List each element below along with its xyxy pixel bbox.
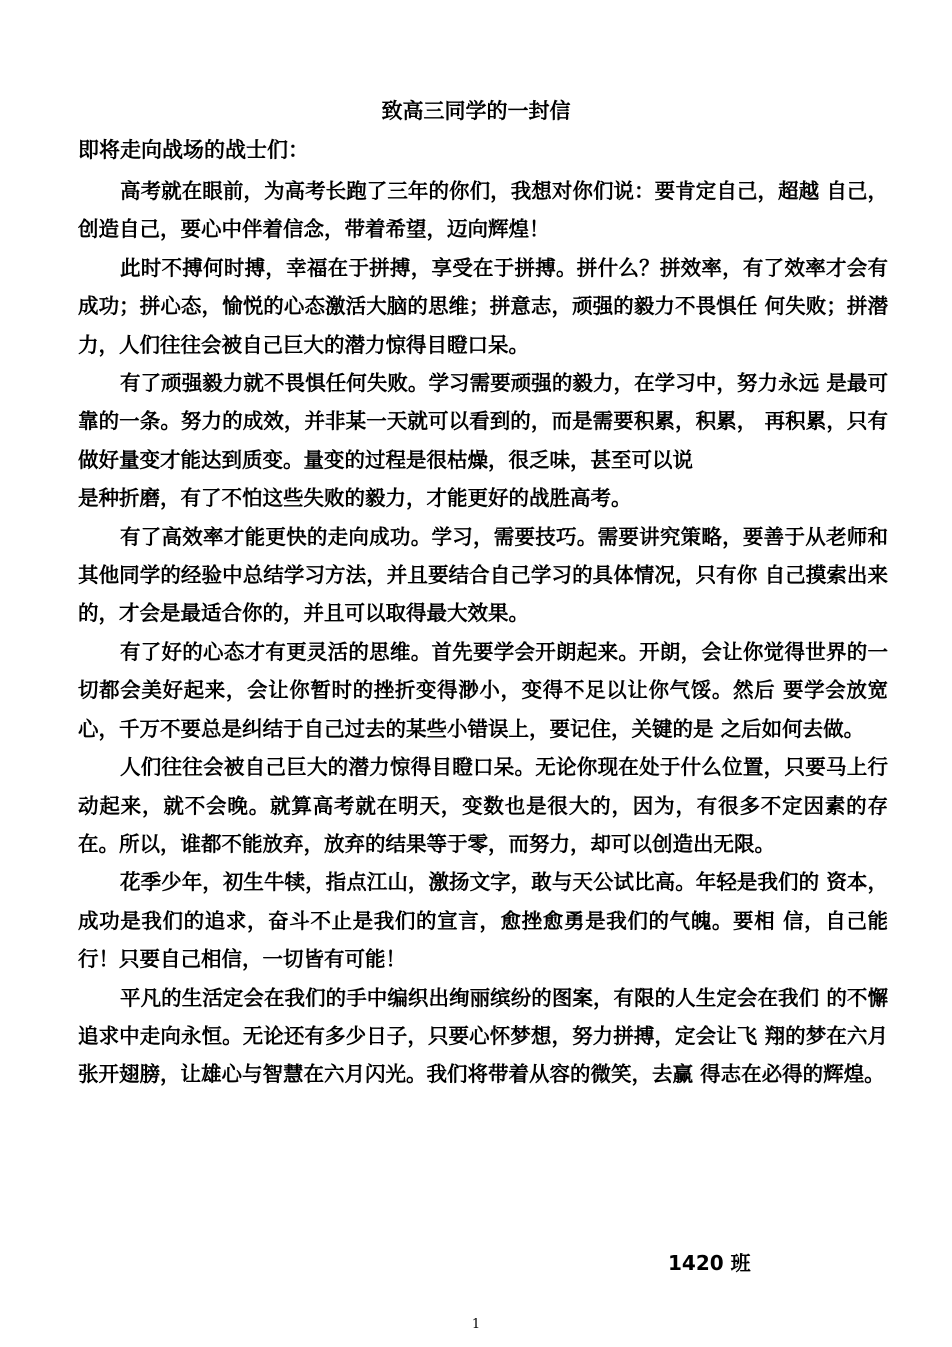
signature-class: 1420 班 xyxy=(668,1251,751,1275)
paragraph-3: 有了顽强毅力就不畏惧任何失败。学习需要顽强的毅力，在学习中，努力永远 是最可靠的一条。努力的成效，并非某一天就可以看到的，而是需要积累，积累， 再积累，只有做好量变才能达到质变。量变的过程是很枯燥，很乏味，甚至可以说 xyxy=(78,371,888,472)
paragraph-5: 有了好的心态才有更灵活的思维。首先要学会开朗起来。开朗，会让你觉得世界的一切都会美好起来，会让你暂时的挫折变得渺小，变得不足以让你气馁。然后 要学会放宽心，千万不要总是纠结于自己过去的某些小错误上，要记住，关键的是 之后如何去做。 xyxy=(78,639,888,741)
letter-body xyxy=(78,172,888,1094)
letter-greeting: 即将走向战场的战士们： xyxy=(78,138,309,162)
paragraph-2: 此时不搏何时搏，幸福在于拼搏，享受在于拼搏。拼什么？拼效率，有了效率才会有成功；拼心态，愉悦的心态激活大脑的思维；拼意志，顽强的毅力不畏惧任 何失败；拼潜力，人们往往会被自己巨大的潜力惊得目瞪口呆。 xyxy=(78,255,888,357)
letter-title: 致高三同学的一封信 xyxy=(381,99,571,123)
paragraph-1: 高考就在眼前，为高考长跑了三年的你们，我想对你们说：要肯定自己，超越 自己，创造自己，要心中伴着信念，带着希望，迈向辉煌！ xyxy=(78,179,888,242)
page-number: 1 xyxy=(471,1317,481,1332)
paragraph-7: 花季少年，初生牛犊，指点江山，激扬文字，敢与天公试比高。年轻是我们的 资本，成功是我们的追求，奋斗不止是我们的宣言，愈挫愈勇是我们的气魄。要相 信，自己能行！只要自己相信，一切皆有可能！ xyxy=(78,870,888,972)
paragraph-4: 有了高效率才能更快的走向成功。学习，需要技巧。需要讲究策略，要善于从老师和其他同学的经验中总结学习方法，并且要结合自己学习的具体情况，只有你 自己摸索出来的，才会是最适合你的，并且可以取得最大效果。 xyxy=(78,524,888,626)
paragraph-6: 人们往往会被自己巨大的潜力惊得目瞪口呆。无论你现在处于什么位置，只要马上行动起来，就不会晚。就算高考就在明天，变数也是很大的，因为，有很多不定因素的存在。所以，谁都不能放弃，放弃的结果等于零，而努力，却可以创造出无限。 xyxy=(78,755,888,856)
paragraph-3-continued: 是种折磨，有了不怕这些失败的毅力，才能更好的战胜高考。 xyxy=(78,486,632,511)
paragraph-8: 平凡的生活定会在我们的手中编织出绚丽缤纷的图案，有限的人生定会在我们 的不懈追求中走向永恒。无论还有多少日子，只要心怀梦想，努力拼搏，定会让飞 翔的梦在六月张开翅膀，让雄心与智慧在六月闪光。我们将带着从容的微笑，去赢 得志在必得的辉煌。 xyxy=(78,985,888,1087)
